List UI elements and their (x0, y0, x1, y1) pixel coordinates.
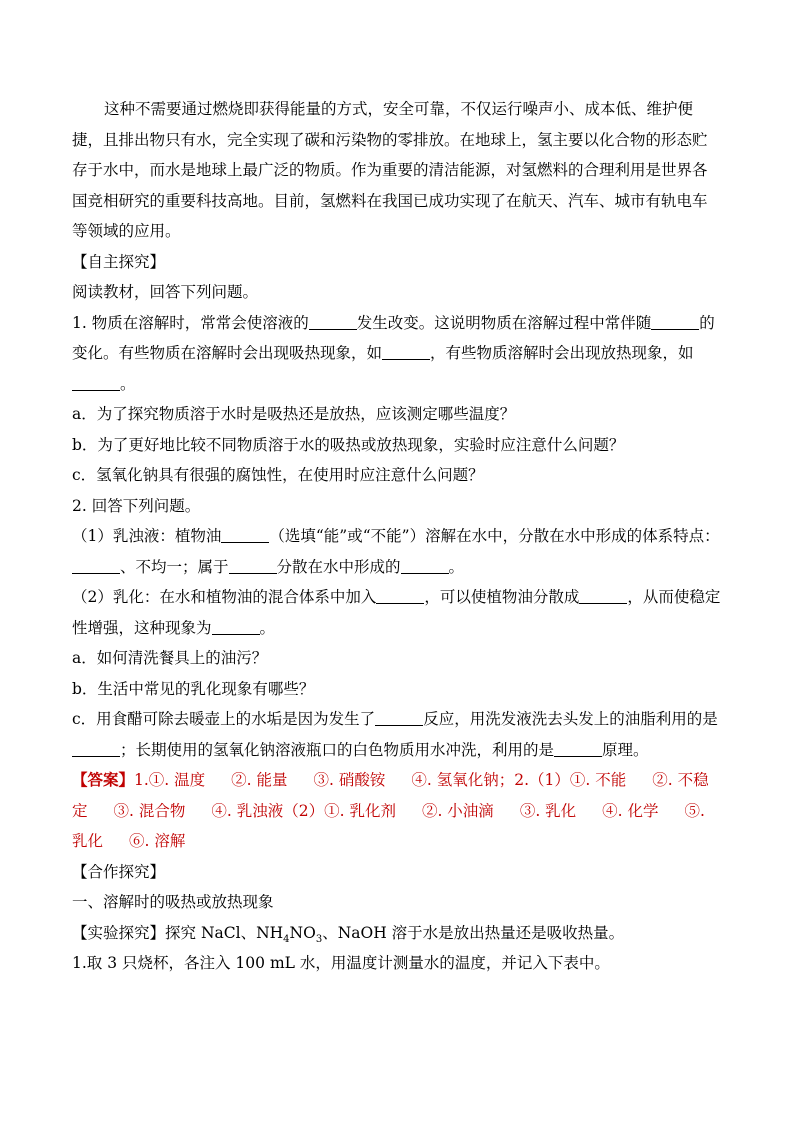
answer-blank[interactable] (579, 588, 627, 605)
question-2-1: （1）乳浊液：植物油 （选填“能”或“不能”）溶解在水中，分散在水中形成的体系特点：、不均一；属于 分散在水中形成的 。 (72, 527, 720, 576)
answer-blank[interactable] (229, 557, 277, 574)
answer-blank[interactable] (309, 313, 357, 330)
answer-blank[interactable] (554, 740, 602, 757)
question-1c: c．氢氧化钠具有很强的腐蚀性，在使用时应注意什么问题？ (72, 466, 484, 484)
answer-blank[interactable] (212, 618, 260, 635)
answer-item: ③. 乳化 (519, 801, 577, 820)
question-1a: a．为了探究物质溶于水时是吸热还是放热，应该测定哪些温度？ (72, 405, 516, 423)
coop-heading: 【合作探究】 (72, 862, 166, 881)
answer-item: ②. 不稳定 (72, 771, 709, 820)
self-explore-heading: 【自主探究】 (72, 252, 166, 271)
answer-item: ④. 氢氧化钠；2.（1）①. 不能 (411, 771, 627, 789)
question-1b: b．为了更好地比较不同物质溶于水的吸热或放热现象，实验时应注意什么问题？ (72, 435, 625, 454)
answer-blank[interactable] (72, 374, 120, 391)
answer-item: ④. 乳浊液（2）①. 乳化剂 (211, 801, 396, 820)
self-explore-instruction: 阅读教材，回答下列问题。 (72, 283, 259, 301)
answer-key (72, 765, 722, 857)
answer-item: ②. 小油滴 (421, 801, 494, 820)
question-2-2: （2）乳化：在水和植物油的混合体系中加入 ，可以使植物油分散成 ，从而使稳定性增强，这种现象为 。 (72, 588, 721, 637)
answer-blank[interactable] (651, 313, 699, 330)
answer-blank[interactable] (382, 344, 430, 361)
answer-item: ③. 硝酸铵 (313, 771, 386, 789)
answer-blank[interactable] (72, 740, 120, 757)
section-title: 一、溶解时的吸热或放热现象 (72, 893, 274, 911)
answer-blank[interactable] (375, 710, 423, 727)
experiment-label: 【实验探究】 (72, 923, 166, 942)
intro-paragraph: 这种不需要通过燃烧即获得能量的方式，安全可靠，不仅运行噪声小、成本低、维护便捷，且排出物只有水，完全实现了碳和污染物的零排放。在地球上，氢主要以化合物的形态贮存于水中，而水是地球上最广泛的物质。作为重要的清洁能源，对氢燃料的合理利用是世界各国竞相研究的重要科技高地。目前，氢燃料在我国已成功实现了在航天、汽车、城市有轨电车等领域的应用。 (72, 100, 708, 240)
answer-item: 1.①. 温度 (134, 771, 206, 789)
document-body (72, 94, 722, 979)
answer-item: ⑥. 溶解 (129, 832, 186, 850)
question-2c: c．用食醋可除去暖壶上的水垢是因为发生了 反应，用洗发液洗去头发上的油脂利用的是；长期使用的氢氧化钠溶液瓶口的白色物质用水冲洗，利用的是 原理。 (72, 710, 718, 759)
answer-blank[interactable] (376, 588, 424, 605)
experiment-line: 【实验探究】探究 NaCl、$NH_4NO_3$、NaOH 溶于水是放出热量还是吸收热量。 (72, 923, 625, 945)
answer-item: ③. 混合物 (113, 801, 186, 820)
answer-item: ②. 能量 (231, 771, 288, 789)
answer-label: 【答案】 (72, 770, 135, 789)
answer-item: ④. 化学 (602, 801, 659, 820)
question-2a: a．如何清洗餐具上的油污？ (72, 649, 268, 667)
question-2b: b．生活中常见的乳化现象有哪些？ (72, 679, 315, 698)
answer-blank[interactable] (401, 557, 449, 574)
answer-blank[interactable] (221, 527, 269, 544)
question-2-title: 2. 回答下列问题。 (72, 496, 201, 515)
answer-item: ⑤. 乳化 (72, 801, 705, 850)
experiment-step-1: 1.取 3 只烧杯，各注入 100 mL 水，用温度计测量水的温度，并记入下表中。 (72, 954, 610, 972)
answer-blank[interactable] (72, 557, 120, 574)
question-1: 1. 物质在溶解时，常常会使溶液的 发生改变。这说明物质在溶解过程中常伴随 的变化。有些物质在溶解时会出现吸热现象，如 ，有些物质溶解时会出现放热现象，如。 (72, 313, 715, 393)
